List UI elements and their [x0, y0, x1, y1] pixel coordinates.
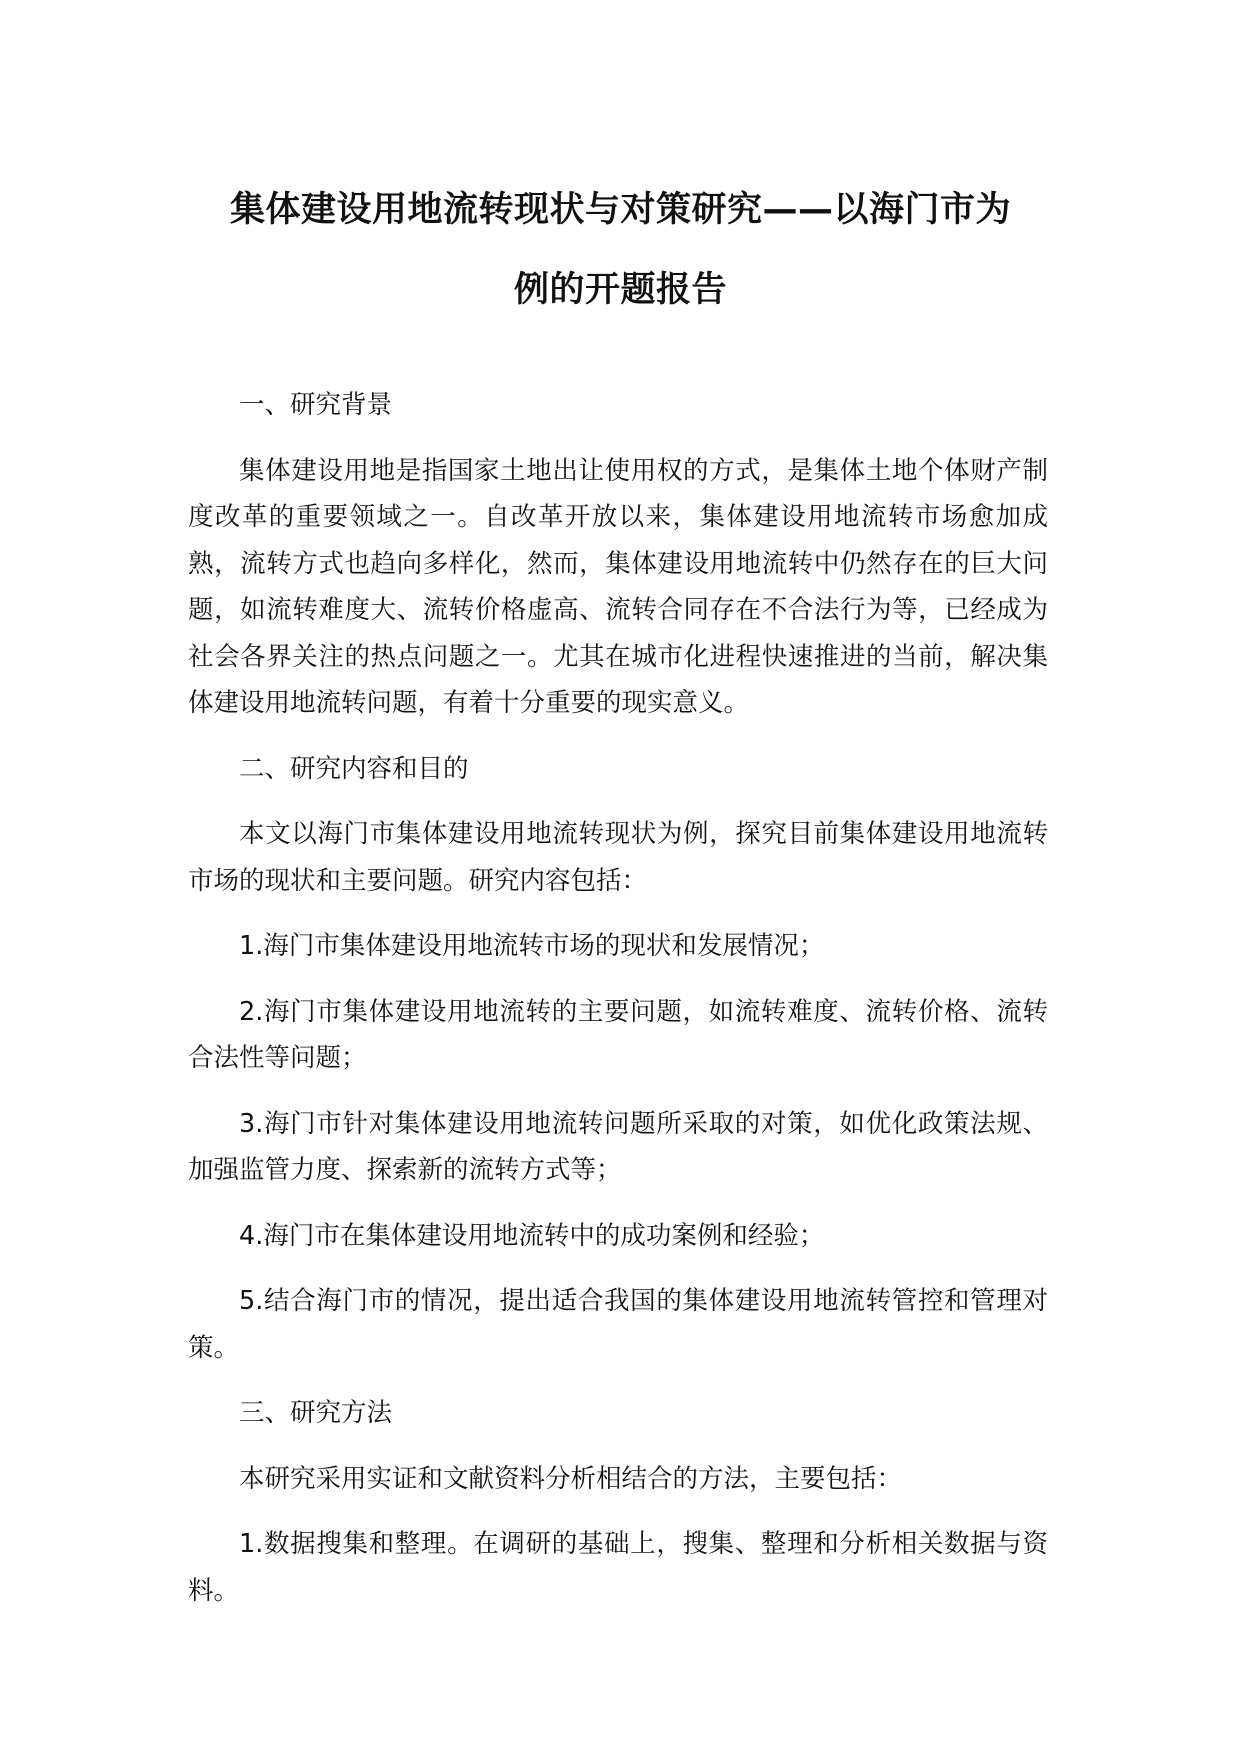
list-item-content-2: 2.海门市集体建设用地流转的主要问题，如流转难度、流转价格、流转合法性等问题； [188, 996, 1048, 1073]
document-title-line-1: 集体建设用地流转现状与对策研究——以海门市为 [229, 190, 1011, 230]
section-heading-content-purpose: 二、研究内容和目的 [239, 753, 469, 784]
section-heading-methods: 三、研究方法 [239, 1398, 393, 1428]
section-heading-background: 一、研究背景 [239, 390, 393, 420]
list-item-content-3: 3.海门市针对集体建设用地流转问题所采取的对策，如优化政策法规、加强监管力度、探索新的流转方式等； [188, 1108, 1048, 1185]
list-item-content-5: 5.结合海门市的情况，提出适合我国的集体建设用地流转管控和管理对策。 [188, 1286, 1048, 1363]
paragraph-background: 集体建设用地是指国家土地出让使用权的方式，是集体土地个体财产制度改革的重要领域之一。自改革开放以来，集体建设用地流转市场愈加成熟，流转方式也趋向多样化，然而，集体建设用地流转中仍然存在的巨大问题，如流转难度大、流转价格虚高、流转合同存在不合法行为等，已经成为社会各界关注的热点问题之一。尤其在城市化进程快速推进的当前，解决集体建设用地流转问题，有着十分重要的现实意义。 [188, 455, 1048, 718]
paragraph-methods-intro: 本研究采用实证和文献资料分析相结合的方法，主要包括： [239, 1463, 903, 1494]
list-item-content-1: 1.海门市集体建设用地流转市场的现状和发展情况； [239, 931, 825, 961]
paragraph-content-intro: 本文以海门市集体建设用地流转现状为例，探究目前集体建设用地流转市场的现状和主要问题。研究内容包括： [188, 819, 1048, 896]
list-item-methods-1: 1.数据搜集和整理。在调研的基础上，搜集、整理和分析相关数据与资料。 [188, 1529, 1048, 1606]
list-item-content-4: 4.海门市在集体建设用地流转中的成功案例和经验； [239, 1220, 825, 1251]
document-body [188, 382, 1048, 1633]
document-title-line-2: 例的开题报告 [513, 270, 727, 310]
